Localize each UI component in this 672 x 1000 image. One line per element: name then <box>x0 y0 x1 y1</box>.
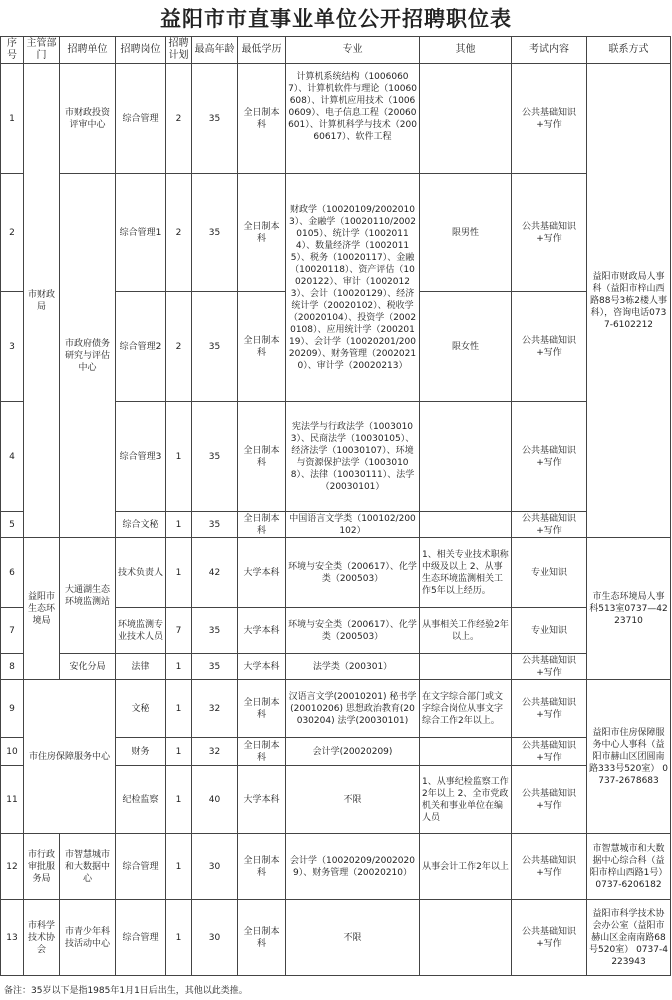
major-cell: 财政学（10020109/20020103）、金融学（10020110/20020105）、统计学（10020114）、数量经济学（10020115）、税务（10020117）、金融（10020118）、资产评估（10020122）、审计（10020123）、会计（10020129）、经济统计学（20020102）、税收学（20020104）、投资学（20020108）、应用统计学（20020119）、会计学（10020201/20020209）、财务管理（20020210）、审计学（20020213） <box>286 174 420 402</box>
post-cell: 综合管理 <box>116 900 166 976</box>
edu-cell: 大学本科 <box>238 654 286 680</box>
age-cell: 42 <box>192 538 238 608</box>
header-row <box>1 37 671 64</box>
plan-cell: 1 <box>166 900 192 976</box>
table-row <box>1 174 671 292</box>
age-cell: 35 <box>192 402 238 512</box>
edu-cell: 全日制本科 <box>238 680 286 738</box>
edu-cell: 全日制本科 <box>238 174 286 292</box>
major-cell: 会计学(20020209) <box>286 738 420 766</box>
plan-cell: 1 <box>166 680 192 738</box>
age-cell: 35 <box>192 512 238 538</box>
row-number: 9 <box>1 680 24 738</box>
edu-cell: 全日制本科 <box>238 512 286 538</box>
row-number: 4 <box>1 402 24 512</box>
row-number: 12 <box>1 834 24 900</box>
age-cell: 35 <box>192 174 238 292</box>
exam-cell: 公共基础知识+写作 <box>512 680 587 738</box>
dept-cell: 市行政审批服务局 <box>24 834 60 900</box>
table-row <box>1 900 671 976</box>
plan-cell: 1 <box>166 766 192 834</box>
age-cell: 32 <box>192 738 238 766</box>
age-cell: 35 <box>192 608 238 654</box>
post-cell: 法律 <box>116 654 166 680</box>
exam-cell: 专业知识 <box>512 608 587 654</box>
age-cell: 35 <box>192 64 238 174</box>
other-cell: 从事会计工作2年以上 <box>420 834 512 900</box>
header-cell: 联系方式 <box>587 37 671 64</box>
plan-cell: 1 <box>166 738 192 766</box>
major-text: 计算机系统结构（10060607）、计算机软件与理论（10060608）、计算机应用技术（10060609）、电子信息工程（20060601）、计算机科学与技术（20060617）、软件工程 <box>288 71 417 142</box>
post-cell: 综合文秘 <box>116 512 166 538</box>
other-cell: 在文字综合部门或文字综合岗位从事文字综合工作2年以上。 <box>420 680 512 738</box>
edu-cell: 全日制本科 <box>238 738 286 766</box>
exam-cell: 公共基础知识+写作 <box>512 834 587 900</box>
age-cell: 35 <box>192 654 238 680</box>
plan-cell: 1 <box>166 538 192 608</box>
unit-cell: 安化分局 <box>60 654 116 680</box>
post-cell: 文秘 <box>116 680 166 738</box>
major-cell <box>286 64 420 174</box>
unit-cell: 市财政投资评审中心 <box>60 64 116 174</box>
table-row <box>1 680 671 738</box>
edu-cell: 大学本科 <box>238 538 286 608</box>
plan-cell: 7 <box>166 608 192 654</box>
table-row <box>1 834 671 900</box>
plan-cell: 2 <box>166 292 192 402</box>
age-cell: 35 <box>192 292 238 402</box>
other-cell: 1、相关专业技术职称中级及以上 2、从事生态环境监测相关工作5年以上经历。 <box>420 538 512 608</box>
major-cell: 汉语言文学(20010201) 秘书学(20010206) 思想政治教育(20030204) 法学(20030101) <box>286 680 420 738</box>
table-row <box>1 654 671 680</box>
contact-cell: 益阳市住房保障服务中心人事科（益阳市赫山区团圆南路333号520室） 0737-2678683 <box>587 680 671 834</box>
post-cell: 综合管理 <box>116 64 166 174</box>
age-cell: 40 <box>192 766 238 834</box>
header-cell: 序号 <box>1 37 24 64</box>
exam-cell: 公共基础知识+写作 <box>512 174 587 292</box>
header-cell: 最低学历 <box>238 37 286 64</box>
other-cell: 1、从事纪检监察工作2年以上 2、全市党政机关和事业单位在编人员 <box>420 766 512 834</box>
post-cell: 技术负责人 <box>116 538 166 608</box>
post-cell: 综合管理 <box>116 834 166 900</box>
major-cell: 环境与安全类（200617）、化学类（200503） <box>286 538 420 608</box>
major-cell: 环境与安全类（200617）、化学类（200503） <box>286 608 420 654</box>
unit-cell: 市政府债务研究与评估中心 <box>60 174 116 538</box>
dept-cell: 益阳市生态环境局 <box>24 538 60 680</box>
plan-cell: 1 <box>166 402 192 512</box>
exam-cell: 公共基础知识+写作 <box>512 738 587 766</box>
plan-cell: 2 <box>166 64 192 174</box>
row-number: 10 <box>1 738 24 766</box>
header-cell: 招聘单位 <box>60 37 116 64</box>
dept-cell: 市科学技术协会 <box>24 900 60 976</box>
row-number: 5 <box>1 512 24 538</box>
footnote: 备注：35岁以下是指1985年1月1日后出生，其他以此类推。 <box>4 986 248 996</box>
plan-cell: 2 <box>166 174 192 292</box>
contact-cell: 市智慧城市和大数据中心综合科（益阳市梓山西路1号）0737-6206182 <box>587 834 671 900</box>
edu-cell: 全日制本科 <box>238 834 286 900</box>
row-number: 7 <box>1 608 24 654</box>
plan-cell: 1 <box>166 654 192 680</box>
row-number: 6 <box>1 538 24 608</box>
post-cell: 综合管理3 <box>116 402 166 512</box>
row-number: 3 <box>1 292 24 402</box>
post-cell: 综合管理2 <box>116 292 166 402</box>
header-cell: 主管部门 <box>24 37 60 64</box>
table-row <box>1 538 671 608</box>
other-cell: 限男性 <box>420 174 512 292</box>
age-cell: 30 <box>192 834 238 900</box>
header-cell: 招聘计划 <box>166 37 192 64</box>
table-row <box>1 64 671 174</box>
exam-cell: 公共基础知识+写作 <box>512 512 587 538</box>
other-cell <box>420 900 512 976</box>
edu-cell: 全日制本科 <box>238 292 286 402</box>
post-cell: 财务 <box>116 738 166 766</box>
major-cell: 不限 <box>286 900 420 976</box>
header-cell: 招聘岗位 <box>116 37 166 64</box>
edu-cell: 全日制本科 <box>238 900 286 976</box>
major-cell: 宪法学与行政法学（10030103）、民商法学（10030105）、经济法学（10030107）、环境与资源保护法学（10030108）、法律（10030111）、法学（20030101） <box>286 402 420 512</box>
major-cell: 不限 <box>286 766 420 834</box>
row-number: 11 <box>1 766 24 834</box>
other-cell: 从事相关工作经验2年以上。 <box>420 608 512 654</box>
major-cell: 会计学（10020209/20020209）、财务管理（20020210） <box>286 834 420 900</box>
other-cell <box>420 654 512 680</box>
dept-cell: 市住房保障服务中心 <box>24 680 116 834</box>
edu-cell: 大学本科 <box>238 766 286 834</box>
exam-cell: 公共基础知识+写作 <box>512 766 587 834</box>
contact-cell: 益阳市财政局人事科（益阳市梓山西路88号3栋2楼人事科），咨询电话0737-6102212 <box>587 64 671 538</box>
contact-cell: 益阳市科学技术协会办公室（益阳市赫山区金南南路68号520室） 0737-4223943 <box>587 900 671 976</box>
other-cell: 限女性 <box>420 292 512 402</box>
unit-cell: 大通湖生态环境监测站 <box>60 538 116 654</box>
other-cell <box>420 64 512 174</box>
row-number: 1 <box>1 64 24 174</box>
row-number: 8 <box>1 654 24 680</box>
exam-cell: 公共基础知识+写作 <box>512 900 587 976</box>
edu-cell: 大学本科 <box>238 608 286 654</box>
dept-cell: 市财政局 <box>24 64 60 538</box>
other-cell <box>420 512 512 538</box>
other-cell <box>420 738 512 766</box>
header-cell: 最高年龄 <box>192 37 238 64</box>
exam-cell: 公共基础知识+写作 <box>512 402 587 512</box>
unit-cell: 市青少年科技活动中心 <box>60 900 116 976</box>
recruitment-table <box>0 36 671 976</box>
page-title: 益阳市市直事业单位公开招聘职位表 <box>160 6 512 31</box>
header-cell: 考试内容 <box>512 37 587 64</box>
exam-cell: 公共基础知识+写作 <box>512 654 587 680</box>
other-cell <box>420 402 512 512</box>
exam-cell: 公共基础知识+写作 <box>512 292 587 402</box>
exam-cell: 专业知识 <box>512 538 587 608</box>
edu-cell: 全日制本科 <box>238 402 286 512</box>
post-cell: 环境监测专业技术人员 <box>116 608 166 654</box>
row-number: 13 <box>1 900 24 976</box>
post-cell: 纪检监察 <box>116 766 166 834</box>
unit-cell: 市智慧城市和大数据中心 <box>60 834 116 900</box>
exam-cell: 公共基础知识+写作 <box>512 64 587 174</box>
major-cell: 中国语言文学类（100102/200102） <box>286 512 420 538</box>
plan-cell: 1 <box>166 834 192 900</box>
age-cell: 30 <box>192 900 238 976</box>
header-cell: 其他 <box>420 37 512 64</box>
contact-cell: 市生态环境局人事科513室0737—4223710 <box>587 538 671 680</box>
row-number: 2 <box>1 174 24 292</box>
major-cell: 法学类（200301） <box>286 654 420 680</box>
header-cell: 专业 <box>286 37 420 64</box>
age-cell: 32 <box>192 680 238 738</box>
post-cell: 综合管理1 <box>116 174 166 292</box>
edu-cell: 全日制本科 <box>238 64 286 174</box>
plan-cell: 1 <box>166 512 192 538</box>
